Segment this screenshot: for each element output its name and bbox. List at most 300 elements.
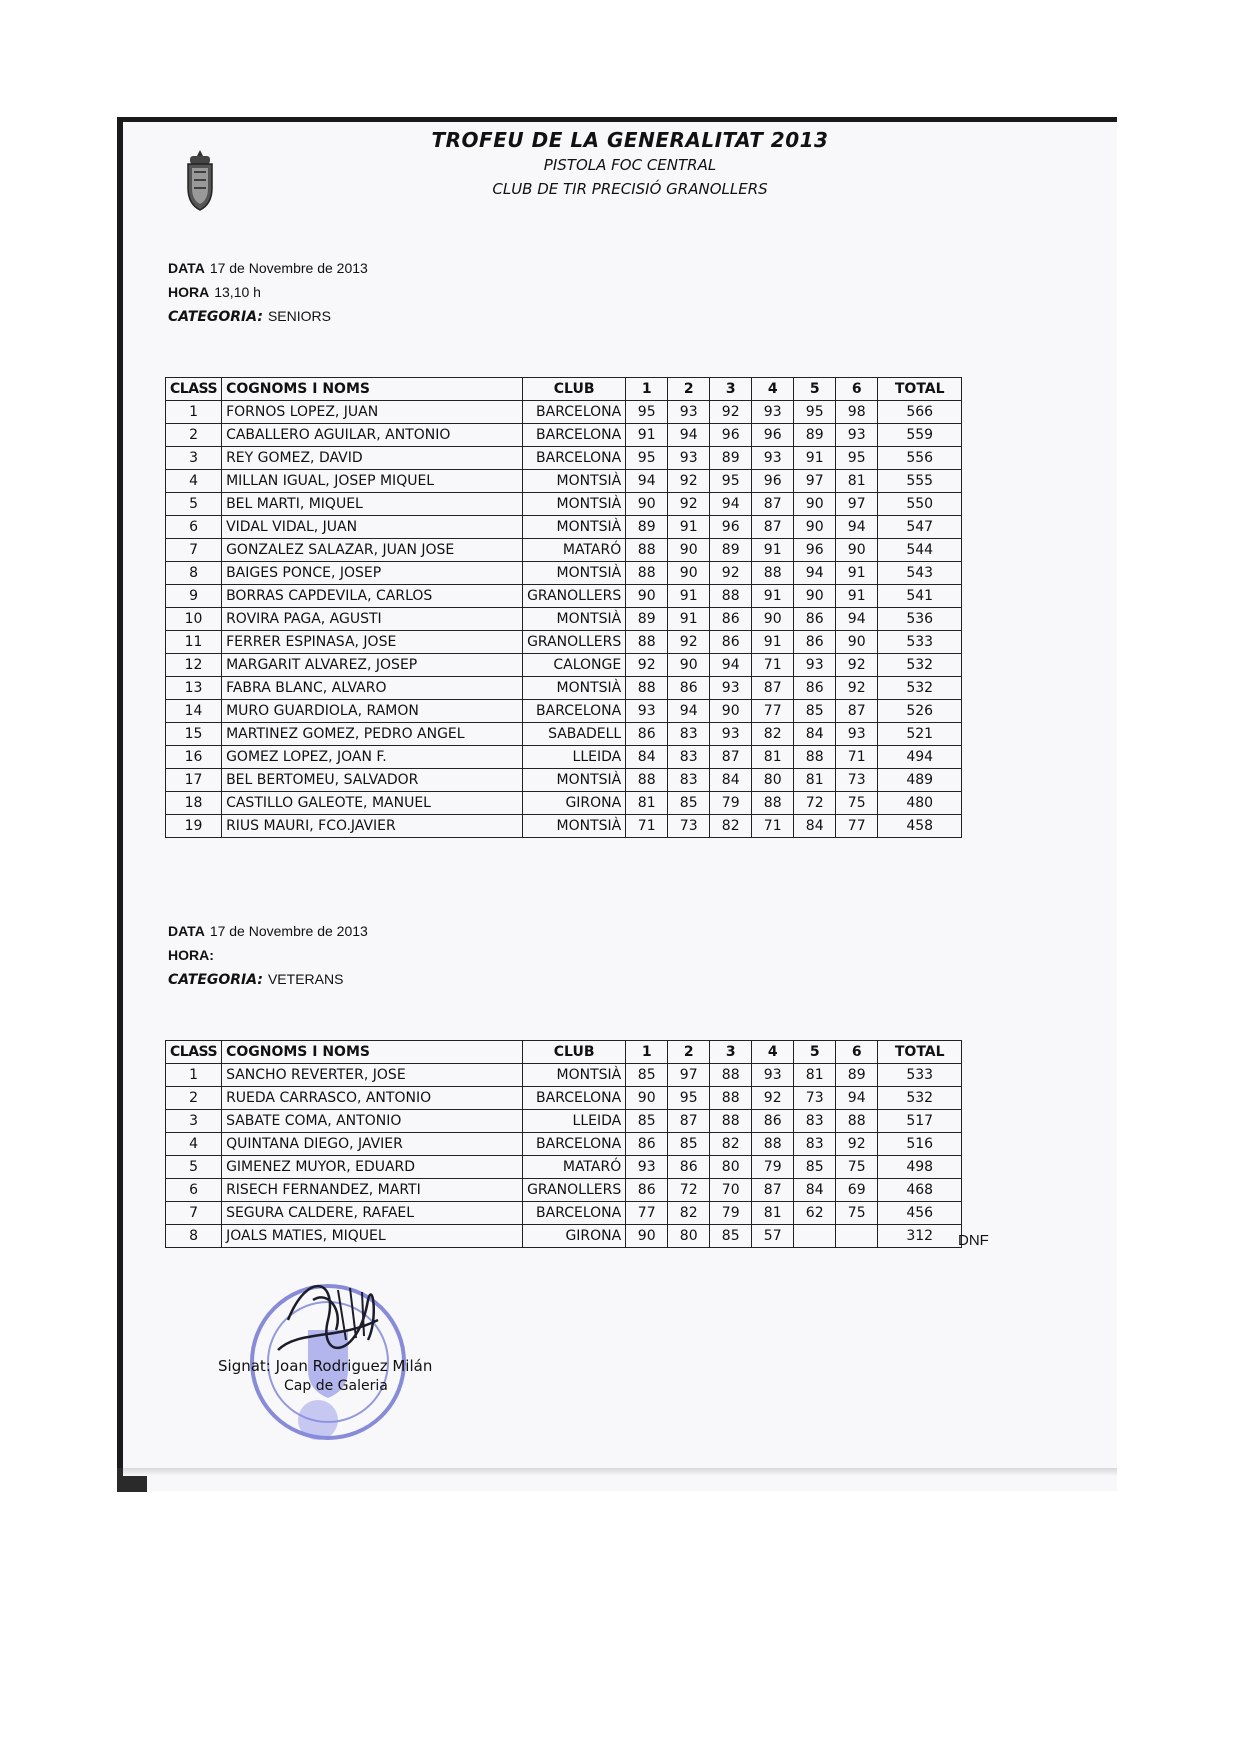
col-s3-cell: 95 — [710, 470, 752, 493]
table-row — [166, 1087, 962, 1110]
col-s2-header: 2 — [668, 378, 710, 401]
col-name-header: COGNOMS I NOMS — [222, 1041, 523, 1064]
col-s5-cell — [794, 1225, 836, 1248]
col-club-cell: MONTSIÀ — [523, 1064, 626, 1087]
col-s1-cell: 86 — [626, 1179, 668, 1202]
col-s4-cell: 93 — [752, 1064, 794, 1087]
col-class-cell: 13 — [166, 677, 222, 700]
col-s3-cell: 93 — [710, 723, 752, 746]
col-total-cell: 494 — [878, 746, 962, 769]
col-s1-cell: 71 — [626, 815, 668, 838]
col-name-cell: RIUS MAURI, FCO.JAVIER — [222, 815, 523, 838]
table-row — [166, 516, 962, 539]
table-row — [166, 424, 962, 447]
col-s5-cell: 86 — [794, 677, 836, 700]
col-name-cell: BEL BERTOMEU, SALVADOR — [222, 769, 523, 792]
col-s1-cell: 77 — [626, 1202, 668, 1225]
col-s6-cell: 92 — [836, 677, 878, 700]
col-s5-cell: 90 — [794, 585, 836, 608]
col-class-cell: 1 — [166, 1064, 222, 1087]
table-row — [166, 746, 962, 769]
col-s5-cell: 93 — [794, 654, 836, 677]
col-s2-cell: 83 — [668, 769, 710, 792]
col-s3-cell: 93 — [710, 677, 752, 700]
table-row — [166, 1202, 962, 1225]
col-s2-cell: 87 — [668, 1110, 710, 1133]
col-total-cell: 456 — [878, 1202, 962, 1225]
col-s3-cell: 96 — [710, 516, 752, 539]
col-s5-cell: 62 — [794, 1202, 836, 1225]
date-label: DATA — [168, 923, 205, 939]
col-s4-cell: 88 — [752, 1133, 794, 1156]
col-s3-cell: 84 — [710, 769, 752, 792]
col-name-cell: CASTILLO GALEOTE, MANUEL — [222, 792, 523, 815]
seniors-results-table — [165, 377, 962, 838]
col-s1-cell: 88 — [626, 631, 668, 654]
col-s2-cell: 85 — [668, 792, 710, 815]
col-total-cell: 555 — [878, 470, 962, 493]
col-s2-cell: 83 — [668, 746, 710, 769]
veterans-results-table — [165, 1040, 962, 1248]
col-name-cell: SANCHO REVERTER, JOSE — [222, 1064, 523, 1087]
col-class-cell: 6 — [166, 516, 222, 539]
col-s6-cell: 91 — [836, 585, 878, 608]
col-s1-cell: 95 — [626, 447, 668, 470]
col-club-cell: GRANOLLERS — [523, 631, 626, 654]
col-s5-cell: 73 — [794, 1087, 836, 1110]
table-row — [166, 470, 962, 493]
col-s5-cell: 86 — [794, 608, 836, 631]
col-club-cell: MONTSIÀ — [523, 470, 626, 493]
col-s3-cell: 88 — [710, 585, 752, 608]
category-value: SENIORS — [267, 308, 331, 324]
col-club-header: CLUB — [523, 1041, 626, 1064]
col-s6-cell: 94 — [836, 1087, 878, 1110]
col-s2-cell: 91 — [668, 608, 710, 631]
col-s4-cell: 91 — [752, 585, 794, 608]
table-row — [166, 585, 962, 608]
col-club-cell: GIRONA — [523, 792, 626, 815]
col-name-cell: MARGARIT ALVAREZ, JOSEP — [222, 654, 523, 677]
col-s1-cell: 89 — [626, 608, 668, 631]
col-club-cell: BARCELONA — [523, 401, 626, 424]
col-s2-cell: 94 — [668, 424, 710, 447]
col-s3-cell: 79 — [710, 1202, 752, 1225]
category-value: VETERANS — [267, 971, 344, 987]
col-s4-cell: 96 — [752, 424, 794, 447]
col-s1-cell: 92 — [626, 654, 668, 677]
col-s1-header: 1 — [626, 1041, 668, 1064]
time-label: HORA — [168, 284, 210, 300]
col-s2-cell: 91 — [668, 516, 710, 539]
col-class-cell: 8 — [166, 1225, 222, 1248]
col-name-cell: RISECH FERNANDEZ, MARTI — [222, 1179, 523, 1202]
col-total-cell: 559 — [878, 424, 962, 447]
date-value: 17 de Novembre de 2013 — [209, 260, 368, 276]
col-name-cell: VIDAL VIDAL, JUAN — [222, 516, 523, 539]
time-label: HORA: — [168, 947, 214, 963]
col-class-cell: 16 — [166, 746, 222, 769]
col-s6-header: 6 — [836, 1041, 878, 1064]
col-s4-cell: 81 — [752, 746, 794, 769]
col-s4-cell: 87 — [752, 677, 794, 700]
col-s5-cell: 81 — [794, 1064, 836, 1087]
col-name-cell: SABATE COMA, ANTONIO — [222, 1110, 523, 1133]
col-s3-cell: 94 — [710, 654, 752, 677]
col-s6-cell: 93 — [836, 723, 878, 746]
col-s6-cell: 90 — [836, 539, 878, 562]
col-name-cell: JOALS MATIES, MIQUEL — [222, 1225, 523, 1248]
col-name-cell: ROVIRA PAGA, AGUSTI — [222, 608, 523, 631]
col-class-cell: 3 — [166, 447, 222, 470]
table-row — [166, 1133, 962, 1156]
col-club-cell: MONTSIÀ — [523, 516, 626, 539]
col-s6-cell — [836, 1225, 878, 1248]
col-class-cell: 11 — [166, 631, 222, 654]
col-total-cell: 521 — [878, 723, 962, 746]
col-s5-cell: 86 — [794, 631, 836, 654]
table-row — [166, 608, 962, 631]
col-s4-cell: 77 — [752, 700, 794, 723]
col-s6-cell: 91 — [836, 562, 878, 585]
col-total-cell: 556 — [878, 447, 962, 470]
col-s5-cell: 89 — [794, 424, 836, 447]
col-name-cell: FORNOS LOPEZ, JUAN — [222, 401, 523, 424]
col-class-header: CLASS — [166, 378, 222, 401]
col-s2-cell: 92 — [668, 631, 710, 654]
seniors-meta — [168, 256, 368, 329]
col-s1-cell: 90 — [626, 493, 668, 516]
col-s3-cell: 94 — [710, 493, 752, 516]
col-total-cell: 532 — [878, 677, 962, 700]
col-s3-header: 3 — [710, 1041, 752, 1064]
col-s3-header: 3 — [710, 378, 752, 401]
col-s5-header: 5 — [794, 1041, 836, 1064]
date-label: DATA — [168, 260, 205, 276]
col-s2-cell: 83 — [668, 723, 710, 746]
col-class-cell: 4 — [166, 1133, 222, 1156]
col-s6-cell: 69 — [836, 1179, 878, 1202]
col-s5-cell: 85 — [794, 1156, 836, 1179]
col-s1-cell: 90 — [626, 1087, 668, 1110]
col-total-cell: 516 — [878, 1133, 962, 1156]
col-s1-cell: 81 — [626, 792, 668, 815]
col-s4-cell: 93 — [752, 401, 794, 424]
col-s6-cell: 92 — [836, 654, 878, 677]
table-row — [166, 654, 962, 677]
col-club-cell: MATARÓ — [523, 539, 626, 562]
col-s6-cell: 77 — [836, 815, 878, 838]
col-s6-cell: 94 — [836, 608, 878, 631]
veterans-meta — [168, 919, 368, 992]
col-s3-cell: 70 — [710, 1179, 752, 1202]
dnf-note: DNF — [958, 1232, 989, 1249]
col-name-cell: REY GOMEZ, DAVID — [222, 447, 523, 470]
col-class-cell: 17 — [166, 769, 222, 792]
col-s5-cell: 96 — [794, 539, 836, 562]
document-title: TROFEU DE LA GENERALITAT 2013 — [431, 128, 829, 152]
col-name-cell: GOMEZ LOPEZ, JOAN F. — [222, 746, 523, 769]
table-row — [166, 631, 962, 654]
col-club-cell: MONTSIÀ — [523, 769, 626, 792]
col-s4-cell: 87 — [752, 516, 794, 539]
col-s4-cell: 82 — [752, 723, 794, 746]
col-club-header: CLUB — [523, 378, 626, 401]
col-s6-cell: 98 — [836, 401, 878, 424]
col-club-cell: MONTSIÀ — [523, 493, 626, 516]
col-s3-cell: 88 — [710, 1064, 752, 1087]
col-s3-cell: 82 — [710, 815, 752, 838]
col-s5-cell: 84 — [794, 815, 836, 838]
col-s3-cell: 86 — [710, 631, 752, 654]
col-name-cell: GONZALEZ SALAZAR, JUAN JOSE — [222, 539, 523, 562]
col-class-cell: 7 — [166, 539, 222, 562]
col-total-cell: 547 — [878, 516, 962, 539]
col-s2-cell: 86 — [668, 677, 710, 700]
col-total-cell: 312 — [878, 1225, 962, 1248]
col-total-cell: 543 — [878, 562, 962, 585]
col-club-cell: SABADELL — [523, 723, 626, 746]
document-subtitle: PISTOLA FOC CENTRAL — [543, 156, 717, 174]
table-row — [166, 792, 962, 815]
col-s5-cell: 95 — [794, 401, 836, 424]
col-s4-cell: 71 — [752, 654, 794, 677]
table-row — [166, 1110, 962, 1133]
col-club-cell: LLEIDA — [523, 746, 626, 769]
col-s2-cell: 94 — [668, 700, 710, 723]
col-club-cell: MONTSIÀ — [523, 677, 626, 700]
col-s5-cell: 90 — [794, 493, 836, 516]
col-club-cell: GRANOLLERS — [523, 1179, 626, 1202]
col-s2-cell: 80 — [668, 1225, 710, 1248]
col-s1-cell: 86 — [626, 723, 668, 746]
col-name-cell: MILLAN IGUAL, JOSEP MIQUEL — [222, 470, 523, 493]
col-s6-cell: 71 — [836, 746, 878, 769]
col-s4-cell: 90 — [752, 608, 794, 631]
col-s3-cell: 80 — [710, 1156, 752, 1179]
table-header-row — [166, 378, 962, 401]
col-s3-cell: 79 — [710, 792, 752, 815]
table-row — [166, 447, 962, 470]
col-s2-cell: 85 — [668, 1133, 710, 1156]
col-s1-cell: 94 — [626, 470, 668, 493]
col-class-cell: 5 — [166, 493, 222, 516]
col-total-cell: 541 — [878, 585, 962, 608]
col-s2-cell: 90 — [668, 562, 710, 585]
col-total-cell: 536 — [878, 608, 962, 631]
table-row — [166, 723, 962, 746]
col-s4-cell: 88 — [752, 792, 794, 815]
col-s4-cell: 96 — [752, 470, 794, 493]
table-row — [166, 769, 962, 792]
table-row — [166, 677, 962, 700]
col-total-cell: 566 — [878, 401, 962, 424]
col-s5-cell: 97 — [794, 470, 836, 493]
col-s6-cell: 75 — [836, 1156, 878, 1179]
col-s6-cell: 73 — [836, 769, 878, 792]
col-s3-cell: 88 — [710, 1087, 752, 1110]
col-s1-cell: 88 — [626, 562, 668, 585]
col-club-cell: BARCELONA — [523, 424, 626, 447]
category-label: CATEGORIA: — [168, 972, 263, 988]
col-s1-cell: 88 — [626, 677, 668, 700]
col-s3-cell: 89 — [710, 447, 752, 470]
col-s5-cell: 72 — [794, 792, 836, 815]
col-s1-cell: 95 — [626, 401, 668, 424]
col-s2-header: 2 — [668, 1041, 710, 1064]
col-name-header: COGNOMS I NOMS — [222, 378, 523, 401]
col-s5-cell: 85 — [794, 700, 836, 723]
col-s3-cell: 85 — [710, 1225, 752, 1248]
col-s6-cell: 93 — [836, 424, 878, 447]
col-s2-cell: 92 — [668, 470, 710, 493]
col-class-cell: 2 — [166, 1087, 222, 1110]
table-row — [166, 700, 962, 723]
col-club-cell: MATARÓ — [523, 1156, 626, 1179]
category-label: CATEGORIA: — [168, 309, 263, 325]
signature-role: Cap de Galeria — [284, 1378, 388, 1394]
col-s1-cell: 90 — [626, 1225, 668, 1248]
col-total-cell: 544 — [878, 539, 962, 562]
document-header — [330, 128, 930, 198]
col-name-cell: GIMENEZ MUYOR, EDUARD — [222, 1156, 523, 1179]
col-s5-cell: 83 — [794, 1133, 836, 1156]
col-class-cell: 12 — [166, 654, 222, 677]
col-s2-cell: 93 — [668, 447, 710, 470]
col-s3-cell: 90 — [710, 700, 752, 723]
col-s3-cell: 82 — [710, 1133, 752, 1156]
col-total-header: TOTAL — [878, 378, 962, 401]
col-s6-cell: 97 — [836, 493, 878, 516]
col-s1-cell: 85 — [626, 1110, 668, 1133]
col-s2-cell: 82 — [668, 1202, 710, 1225]
col-s4-header: 4 — [752, 378, 794, 401]
col-s2-cell: 73 — [668, 815, 710, 838]
col-s1-cell: 93 — [626, 1156, 668, 1179]
col-s3-cell: 96 — [710, 424, 752, 447]
table-row — [166, 1156, 962, 1179]
col-s4-header: 4 — [752, 1041, 794, 1064]
col-class-cell: 19 — [166, 815, 222, 838]
col-club-cell: BARCELONA — [523, 1133, 626, 1156]
col-total-cell: 517 — [878, 1110, 962, 1133]
col-club-cell: MONTSIÀ — [523, 562, 626, 585]
col-total-cell: 458 — [878, 815, 962, 838]
col-s4-cell: 87 — [752, 493, 794, 516]
col-s2-cell: 86 — [668, 1156, 710, 1179]
col-s3-cell: 92 — [710, 562, 752, 585]
col-class-cell: 10 — [166, 608, 222, 631]
col-s3-cell: 89 — [710, 539, 752, 562]
col-s6-cell: 87 — [836, 700, 878, 723]
col-s6-cell: 81 — [836, 470, 878, 493]
col-s4-cell: 87 — [752, 1179, 794, 1202]
col-s1-cell: 90 — [626, 585, 668, 608]
scan-bottom-shadow — [123, 1468, 1117, 1476]
col-club-cell: GRANOLLERS — [523, 585, 626, 608]
col-total-cell: 526 — [878, 700, 962, 723]
col-s1-cell: 85 — [626, 1064, 668, 1087]
col-s1-cell: 88 — [626, 539, 668, 562]
col-s4-cell: 80 — [752, 769, 794, 792]
col-s4-cell: 91 — [752, 631, 794, 654]
col-total-cell: 533 — [878, 631, 962, 654]
table-row — [166, 1064, 962, 1087]
col-s2-cell: 91 — [668, 585, 710, 608]
col-club-cell: MONTSIÀ — [523, 608, 626, 631]
col-s5-cell: 91 — [794, 447, 836, 470]
col-s6-cell: 75 — [836, 1202, 878, 1225]
organizing-club: CLUB DE TIR PRECISIÓ GRANOLLERS — [492, 180, 768, 198]
col-s5-cell: 88 — [794, 746, 836, 769]
col-class-cell: 9 — [166, 585, 222, 608]
col-name-cell: FERRER ESPINASA, JOSE — [222, 631, 523, 654]
col-s4-cell: 81 — [752, 1202, 794, 1225]
col-name-cell: QUINTANA DIEGO, JAVIER — [222, 1133, 523, 1156]
col-class-cell: 15 — [166, 723, 222, 746]
col-class-cell: 14 — [166, 700, 222, 723]
col-s5-cell: 90 — [794, 516, 836, 539]
table-row — [166, 539, 962, 562]
col-s5-cell: 84 — [794, 1179, 836, 1202]
col-s6-cell: 88 — [836, 1110, 878, 1133]
col-s2-cell: 90 — [668, 654, 710, 677]
col-s4-cell: 57 — [752, 1225, 794, 1248]
col-s5-cell: 94 — [794, 562, 836, 585]
col-s4-cell: 71 — [752, 815, 794, 838]
col-s5-cell: 83 — [794, 1110, 836, 1133]
col-s6-cell: 94 — [836, 516, 878, 539]
col-total-cell: 533 — [878, 1064, 962, 1087]
table-row — [166, 815, 962, 838]
col-s4-cell: 91 — [752, 539, 794, 562]
col-club-cell: BARCELONA — [523, 700, 626, 723]
col-club-cell: BARCELONA — [523, 1087, 626, 1110]
table-header-row — [166, 1041, 962, 1064]
col-total-cell: 532 — [878, 654, 962, 677]
date-value: 17 de Novembre de 2013 — [209, 923, 368, 939]
col-s2-cell: 90 — [668, 539, 710, 562]
col-s6-header: 6 — [836, 378, 878, 401]
col-class-cell: 7 — [166, 1202, 222, 1225]
col-s4-cell: 88 — [752, 562, 794, 585]
col-club-cell: MONTSIÀ — [523, 815, 626, 838]
col-total-cell: 532 — [878, 1087, 962, 1110]
col-s4-cell: 93 — [752, 447, 794, 470]
col-s4-cell: 86 — [752, 1110, 794, 1133]
col-s6-cell: 90 — [836, 631, 878, 654]
col-s2-cell: 95 — [668, 1087, 710, 1110]
col-total-header: TOTAL — [878, 1041, 962, 1064]
col-class-cell: 4 — [166, 470, 222, 493]
col-club-cell: LLEIDA — [523, 1110, 626, 1133]
col-class-cell: 6 — [166, 1179, 222, 1202]
col-total-cell: 498 — [878, 1156, 962, 1179]
col-name-cell: SEGURA CALDERE, RAFAEL — [222, 1202, 523, 1225]
col-club-cell: GIRONA — [523, 1225, 626, 1248]
col-total-cell: 489 — [878, 769, 962, 792]
col-total-cell: 480 — [878, 792, 962, 815]
col-class-cell: 8 — [166, 562, 222, 585]
signature-label: Signat: Joan Rodriguez Milán — [218, 1357, 433, 1375]
col-s2-cell: 92 — [668, 493, 710, 516]
col-class-cell: 5 — [166, 1156, 222, 1179]
col-s2-cell: 93 — [668, 401, 710, 424]
col-name-cell: BEL MARTI, MIQUEL — [222, 493, 523, 516]
col-s4-cell: 79 — [752, 1156, 794, 1179]
col-s1-cell: 86 — [626, 1133, 668, 1156]
col-s1-cell: 93 — [626, 700, 668, 723]
